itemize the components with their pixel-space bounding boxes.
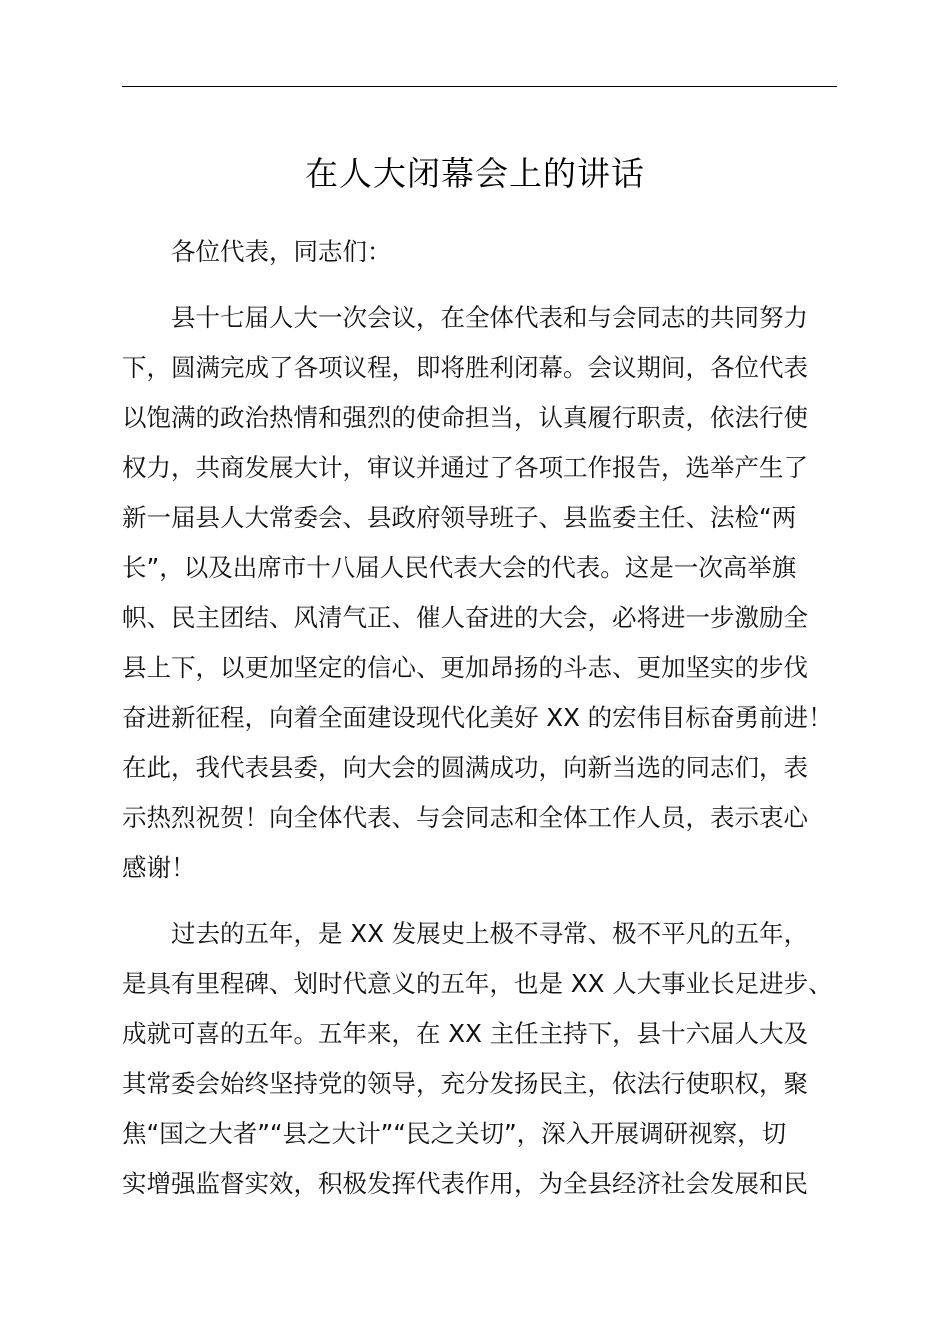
salutation: 各位代表，同志们：	[171, 237, 392, 266]
document-title: 在人大闭幕会上的讲话	[305, 154, 645, 193]
paragraph-line: 其常委会始终坚持党的领导，充分发扬民主，依法行使职权，聚	[122, 1069, 808, 1098]
paragraph-line: 成就可喜的五年。五年来，在 XX 主任主持下，县十六届人大及	[122, 1019, 809, 1048]
paragraph-line: 实增强监督实效，积极发挥代表作用，为全县经济社会发展和民	[122, 1169, 808, 1198]
paragraph-1	[122, 293, 862, 893]
paragraph-line: 县上下，以更加坚定的信心、更加昂扬的斗志、更加坚实的步伐	[122, 653, 808, 682]
paragraph-line: 是具有里程碑、划时代意义的五年，也是 XX 人大事业长足进步、	[122, 969, 833, 998]
salutation-paragraph	[122, 227, 862, 277]
header-rule	[122, 86, 837, 87]
document-body	[122, 227, 862, 1225]
paragraph-line: 以饱满的政治热情和强烈的使命担当，认真履行职责，依法行使	[122, 403, 808, 432]
paragraph-line: 感谢！	[122, 853, 196, 882]
paragraph-line: 新一届县人大常委会、县政府领导班子、县监委主任、法检“两	[122, 503, 797, 532]
paragraph-line: 县十七届人大一次会议，在全体代表和与会同志的共同努力	[171, 303, 808, 332]
paragraph-line: 权力，共商发展大计，审议并通过了各项工作报告，选举产生了	[122, 453, 808, 482]
paragraph-line: 下，圆满完成了各项议程，即将胜利闭幕。会议期间，各位代表	[122, 353, 808, 382]
paragraph-line: 长”，以及出席市十八届人民代表大会的代表。这是一次高举旗	[122, 553, 797, 582]
paragraph-line: 帜、民主团结、风清气正、催人奋进的大会，必将进一步激励全	[122, 603, 808, 632]
paragraph-line: 在此，我代表县委，向大会的圆满成功，向新当选的同志们，表	[122, 753, 808, 782]
paragraph-line: 奋进新征程，向着全面建设现代化美好 XX 的宏伟目标奋勇前进！	[122, 703, 833, 732]
paragraph-line: 焦“国之大者”“县之大计”“民之关切”，深入开展调研视察，切	[122, 1119, 787, 1148]
paragraph-2	[122, 909, 862, 1209]
paragraph-line: 过去的五年，是 XX 发展史上极不寻常、极不平凡的五年，	[171, 919, 809, 948]
paragraph-line: 示热烈祝贺！向全体代表、与会同志和全体工作人员，表示衷心	[122, 803, 808, 832]
